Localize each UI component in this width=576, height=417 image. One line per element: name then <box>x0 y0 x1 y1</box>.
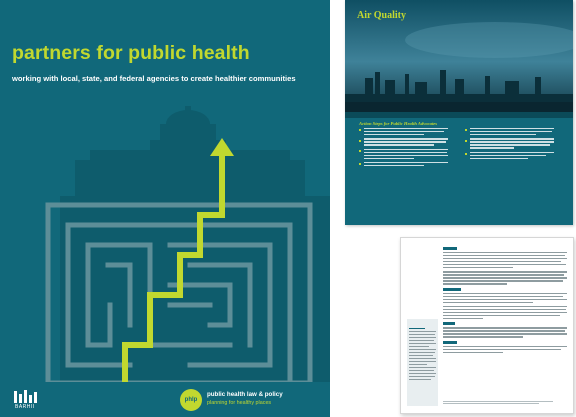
spread-divider-band <box>345 112 573 118</box>
action-step-item <box>465 128 557 135</box>
cover-headline: partners for public health <box>12 42 250 64</box>
action-step-item <box>465 138 557 148</box>
text-page <box>400 237 574 414</box>
barhii-logo-text: BARHII <box>15 404 35 410</box>
cover-subhead: working with local, state, and federal agencies to create healthier communities <box>12 74 296 83</box>
page-body-text <box>443 244 567 356</box>
page-footnotes <box>443 401 567 405</box>
air-quality-spread <box>345 0 573 225</box>
section-heading <box>443 322 455 325</box>
action-step-item <box>359 138 451 145</box>
section-heading <box>443 288 461 291</box>
action-step-item <box>465 152 557 159</box>
spread-title: Air Quality <box>357 10 406 21</box>
section-heading <box>443 247 457 250</box>
cover-footer <box>0 382 330 417</box>
section-heading <box>443 341 457 344</box>
phlp-logo-icon: phlp <box>180 389 202 411</box>
phlp-name: public health law & policy <box>207 391 283 398</box>
action-steps-column-left <box>359 128 451 169</box>
action-step-item <box>359 128 451 135</box>
action-steps-heading: Action Steps for Public Health Advocates <box>359 121 438 126</box>
action-steps-column-right <box>465 128 557 162</box>
action-step-item <box>359 162 451 166</box>
additional-notes-sidebar <box>407 319 438 406</box>
action-step-item <box>359 149 451 159</box>
phlp-tagline: planning for healthy places <box>207 400 272 406</box>
